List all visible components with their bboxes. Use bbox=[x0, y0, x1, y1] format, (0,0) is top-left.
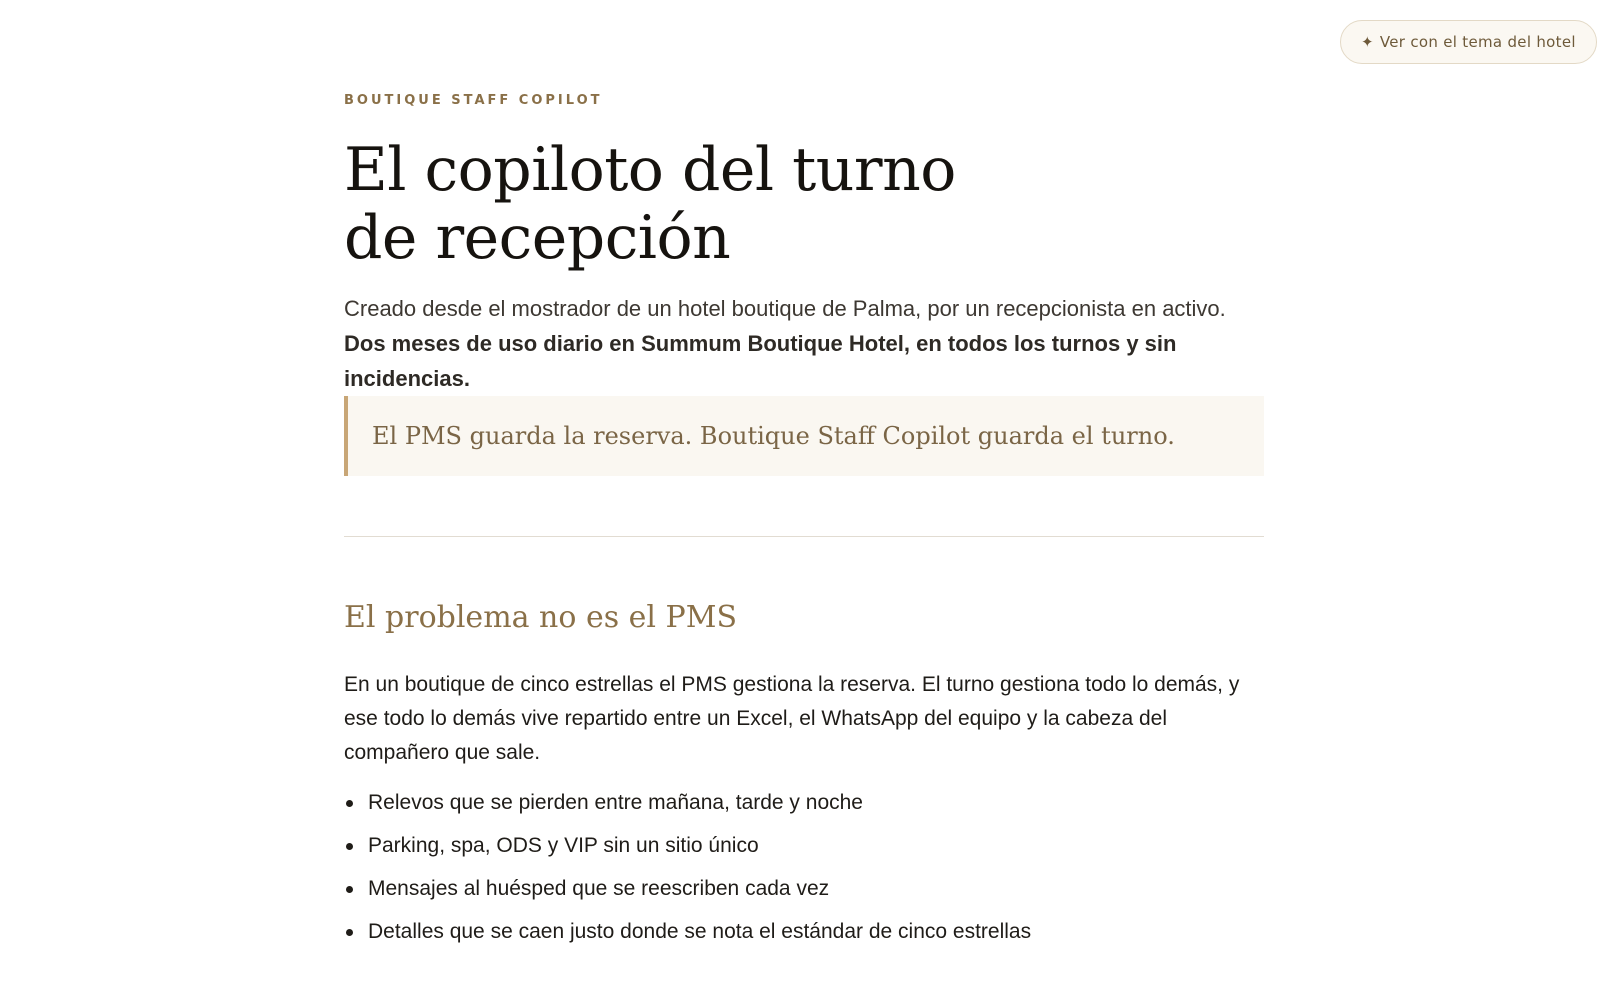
section-divider bbox=[344, 536, 1264, 537]
list-item bbox=[344, 875, 1264, 918]
list-item-text: Relevos que se pierden entre mañana, tarde y noche bbox=[368, 791, 863, 814]
section-title-problem: El problema no es el PMS bbox=[344, 600, 738, 635]
tagline-text: El PMS guarda la reserva. Boutique Staff Copilot guarda el turno. bbox=[372, 422, 1175, 450]
problem-list bbox=[344, 789, 1264, 961]
theme-toggle-button[interactable] bbox=[1340, 20, 1597, 64]
page-title-line-2: de recepción bbox=[344, 203, 731, 273]
theme-toggle-label: Ver con el tema del hotel bbox=[1379, 33, 1576, 51]
list-item-text: Mensajes al huésped que se reescriben cada vez bbox=[368, 877, 830, 900]
list-item bbox=[344, 789, 1264, 832]
page-title-line-1: El copiloto del turno bbox=[344, 135, 956, 205]
intro-paragraph bbox=[344, 291, 1264, 396]
list-item-text: Detalles que se caen justo donde se nota el estándar de cinco estrellas bbox=[368, 920, 1032, 943]
bullet-icon bbox=[346, 886, 353, 893]
bullet-icon bbox=[346, 843, 353, 850]
eyebrow-label: BOUTIQUE STAFF COPILOT bbox=[344, 93, 603, 108]
bullet-icon bbox=[346, 800, 353, 807]
bullet-icon bbox=[346, 929, 353, 936]
sparkle-icon: ✦ bbox=[1361, 33, 1374, 51]
list-item bbox=[344, 832, 1264, 875]
problem-paragraph: En un boutique de cinco estrellas el PMS gestiona la reserva. El turno gestiona todo lo demás, y ese todo lo demás vive repartido entre un Excel, el WhatsApp del equipo y la cabeza del compañero que sale. bbox=[344, 673, 1240, 764]
intro-highlight: Dos meses de uso diario en Summum Boutique Hotel, en todos los turnos y sin incidencias. bbox=[344, 331, 1177, 391]
list-item-text: Parking, spa, ODS y VIP sin un sitio único bbox=[368, 834, 759, 857]
intro-text: Creado desde el mostrador de un hotel boutique de Palma, por un recepcionista en activo. bbox=[344, 296, 1226, 321]
list-item bbox=[344, 918, 1264, 961]
page-title bbox=[344, 136, 1064, 272]
tagline-quote bbox=[344, 396, 1264, 476]
